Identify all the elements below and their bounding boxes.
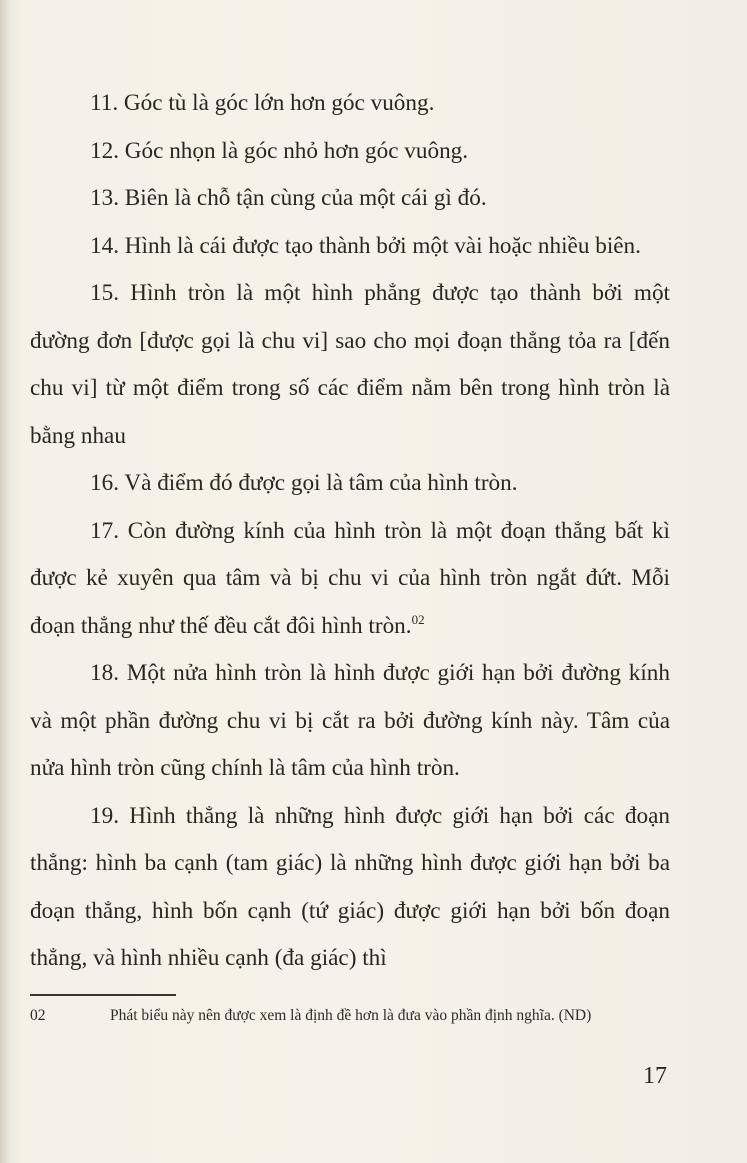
footnote (30, 1003, 670, 1029)
paragraph-18: 18. Một nửa hình tròn là hình được giới hạn bởi đường kính và một phần đường chu vi bị cắt ra bởi đường kính này. Tâm của nửa hình tròn cũng chính là tâm của hình tròn. (30, 660, 670, 781)
body-text (30, 80, 670, 983)
paragraph-11: 11. Góc tù là góc lớn hơn góc vuông. (90, 90, 435, 116)
page-number: 17 (643, 1063, 667, 1089)
paragraph-15: 15. Hình tròn là một hình phẳng được tạo thành bởi một đường đơn [được gọi là chu vi] sao cho mọi đoạn thẳng tỏa ra [đến chu vi] từ một điểm trong số các điểm nằm bên trong hình tròn là bằng nhau (30, 280, 670, 449)
paragraph-14: 14. Hình là cái được tạo thành bởi một vài hoặc nhiều biên. (90, 232, 641, 259)
binding-gutter-shadow (0, 0, 10, 1163)
paragraph-13: 13. Biên là chỗ tận cùng của một cái gì đó. (90, 185, 487, 211)
footnote-number: 02 (30, 1007, 46, 1024)
footnote-text: Phát biểu này nên được xem là định đề hơn là đưa vào phần định nghĩa. (ND) (110, 1007, 592, 1024)
footnote-reference[interactable]: 02 (411, 611, 425, 627)
paragraph-19: 19. Hình thẳng là những hình được giới hạn bởi các đoạn thẳng: hình ba cạnh (tam giác) là những hình được giới hạn bởi ba đoạn thẳng, hình bốn cạnh (tứ giác) được giới hạn bởi bốn đoạn thẳng, và hình nhiều cạnh (đa giác) thì (30, 802, 670, 971)
paragraph-17 (30, 508, 670, 651)
paragraph-17-text: 17. Còn đường kính của hình tròn là một đoạn thẳng bất kì được kẻ xuyên qua tâm và bị chu vi của hình tròn ngắt đứt. Mỗi đoạn thẳng như thế đều cắt đôi hình tròn. (30, 517, 670, 639)
paragraph-12: 12. Góc nhọn là góc nhỏ hơn góc vuông. (90, 137, 469, 164)
paragraph-16: 16. Và điểm đó được gọi là tâm của hình tròn. (90, 470, 518, 496)
footnote-divider (30, 994, 176, 996)
